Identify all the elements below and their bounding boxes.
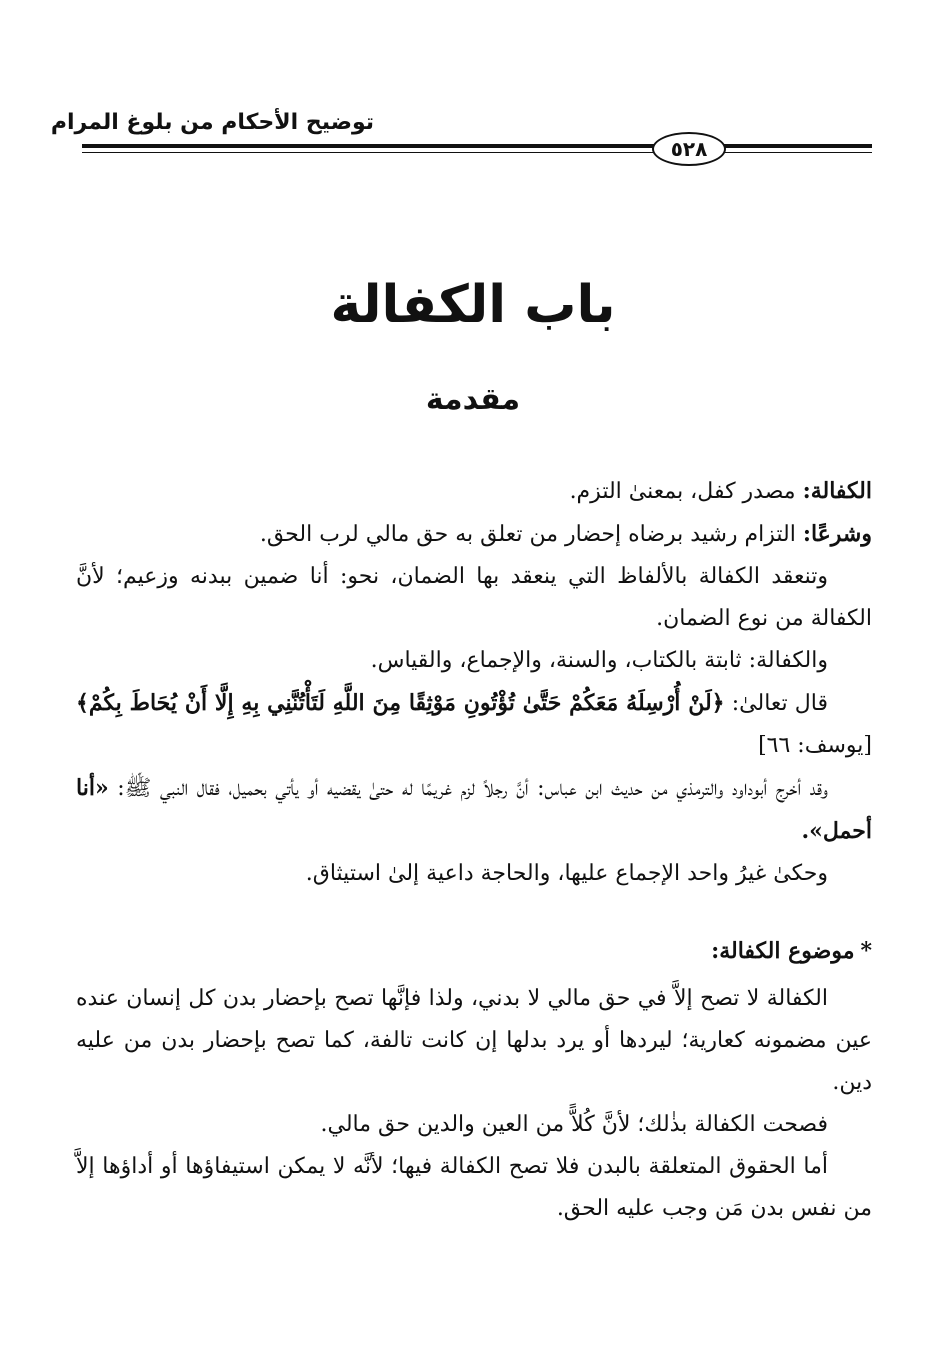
subheading-label: موضوع الكفالة: [711, 938, 855, 964]
quran-paragraph [76, 682, 872, 767]
page-number: ٥٢٨ [652, 132, 726, 166]
quote-lead: قال تعالىٰ: [724, 691, 828, 716]
quran-verse: ﴿لَنْ أُرْسِلَهُ مَعَكُمْ حَتَّىٰ تُؤْتُونِ مَوْثِقًا مِنَ اللَّهِ لَتَأْتُنَّنِي بِهِ إِلَّا أَنْ يُحَاطَ بِكُمْ﴾ [76, 690, 725, 716]
subject-block [76, 978, 872, 1230]
paragraph: والكفالة: ثابتة بالكتاب، والسنة، والإجماع، والقياس. [370, 648, 828, 673]
hadith-text: وقد أخرج أبوداود والترمذي من حديث ابن عباس: أنَّ رجلاً لزم غريمًا له حتىٰ يقضيه أو يأتي بحميل، فقال النبي ﷺ: [108, 776, 828, 801]
sharia-definition-text: التزام رشيد برضاه إحضار من تعلق به حق مالي لرب الحق. [259, 522, 803, 547]
running-header-title: توضيح الأحكام من بلوغ المرام [50, 110, 374, 135]
paragraph: فصحت الكفالة بذٰلك؛ لأنَّ كُلاًّ من العين والدين حق مالي. [320, 1112, 828, 1137]
section-title: مقدمة [425, 382, 521, 417]
paragraph: أما الحقوق المتعلقة بالبدن فلا تصح الكفالة فيها؛ لأنَّه لا يمكن استيفاؤها أو أداؤها إلاَّ من نفس بدن مَن وجب عليه الحق. [76, 1154, 872, 1221]
bullet-mark: * [860, 938, 872, 964]
term-label: الكفالة: [802, 478, 872, 504]
definition-text: مصدر كفل، بمعنىٰ التزم. [569, 479, 803, 504]
term-label: وشرعًا: [802, 521, 872, 547]
chapter-title: باب الكفالة [330, 275, 616, 335]
paragraph: وتنعقد الكفالة بالألفاظ التي ينعقد بها الضمان، نحو: أنا ضمين ببدنه وزعيم؛ لأنَّ الكفالة من نوع الضمان. [76, 564, 872, 631]
header-rule [82, 144, 872, 148]
paragraph: الكفالة لا تصح إلاَّ في حق مالي لا بدني، ولذا فإنَّها تصح بإحضار بدن كل إنسان عنده عين مضمونه كعارية؛ ليردها أو يرد بدلها إن كانت تالفة، كما تصح بإحضار بدن من عليه دين. [76, 986, 872, 1095]
intro-block [76, 470, 872, 895]
sharia-definition-paragraph [76, 513, 872, 556]
subheading [711, 938, 872, 964]
verse-reference: [يوسف: ٦٦] [758, 733, 872, 758]
hadith-quote: «أنا أحمل». [76, 775, 872, 844]
hadith-paragraph [76, 767, 872, 853]
definition-paragraph [76, 470, 872, 513]
header-rule-thin [82, 152, 872, 153]
paragraph: وحكىٰ غيرُ واحد الإجماع عليها، والحاجة داعية إلىٰ استيثاق. [305, 861, 828, 886]
